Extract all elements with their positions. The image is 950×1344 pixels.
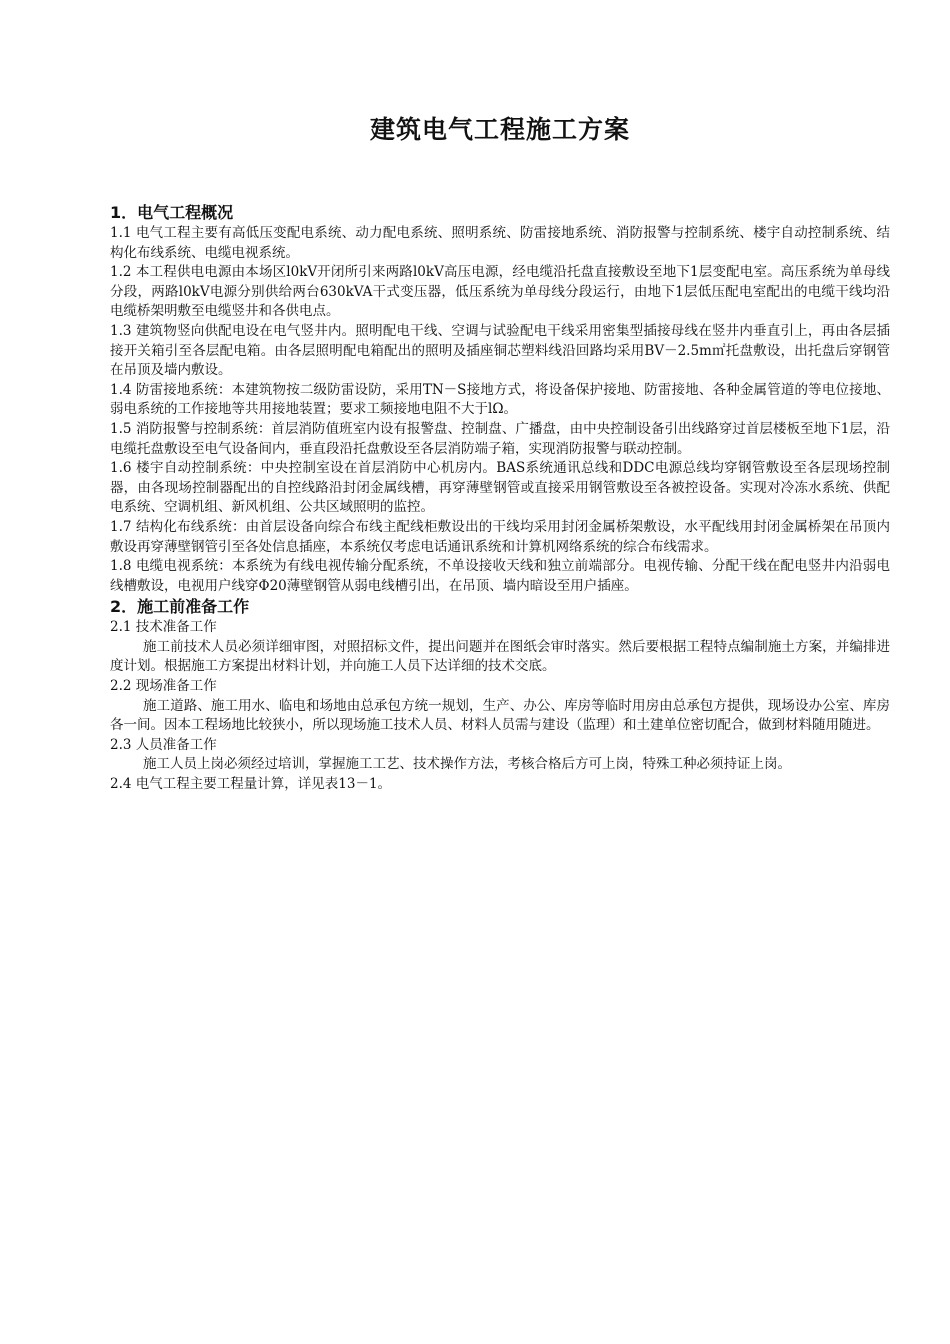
paragraph-1-1: 1.1 电气工程主要有高低压变配电系统、动力配电系统、照明系统、防雷接地系统、消防报警与控制系统、楼宇自动控制系统、结构化布线系统、电缆电视系统。 — [110, 225, 890, 261]
paragraph-1-5: 1.5 消防报警与控制系统：首层消防值班室内设有报警盘、控制盘、广播盘，由中央控制设备引出线路穿过首层楼板至地下1层，沿电缆托盘敷设至电气设备间内，垂直段沿托盘敷设至各层消防端子箱，实现消防报警与联动控制。 — [110, 420, 890, 457]
paragraph-1-3: 1.3 建筑物竖向供配电设在电气竖井内。照明配电干线、空调与试验配电干线采用密集型插接母线在竖井内垂直引上，再由各层插接开关箱引至各层配电箱。由各层照明配电箱配出的照明及插座铜芯塑料线沿回路均采用BV－2.5m㎡托盘敷设，出托盘后穿钢管在吊顶及墙内敷设。 — [110, 322, 890, 379]
paragraph-1-8: 1.8 电缆电视系统：本系统为有线电视传输分配系统，不单设接收天线和独立前端部分。电视传输、分配干线在配电竖井内沿弱电线槽敷设，电视用户线穿Φ20薄壁钢管从弱电线槽引出，在吊顶、墙内暗设至用户插座。 — [110, 558, 890, 594]
section-heading-overview: 1．电气工程概况 — [110, 203, 234, 222]
section-heading-preparation: 2．施工前准备工作 — [110, 597, 250, 617]
subheading-2-1: 2.1 技术准备工作 — [110, 619, 217, 636]
paragraph-1-4: 1.4 防雷接地系统：本建筑物按二级防雷设防，采用TN－S接地方式，将设备保护接地、防雷接地、各种金属管道的等电位接地、弱电系统的工作接地等共用接地装置；要求工频接地电阻不大于lΩ。 — [110, 381, 890, 418]
paragraph-1-6: 1.6 楼宇自动控制系统：中央控制室设在首层消防中心机房内。BAS系统通讯总线和DDC电源总线均穿钢管敷设至各层现场控制器，由各现场控制器配出的自控线路沿封闭金属线槽，再穿薄壁钢管或直接采用钢管敷设至各被控设备。实现对冷冻水系统、供配电系统、空调机组、新风机组、公共区域照明的监控。 — [110, 460, 890, 516]
paragraph-1-7: 1.7 结构化布线系统：由首层设备向综合布线主配线柜敷设出的干线均采用封闭金属桥架敷设，水平配线用封闭金属桥架在吊顶内敷设再穿薄壁钢管引至各处信息插座，本系统仅考虑电话通讯系统和计算机网络系统的综合布线需求。 — [110, 518, 890, 555]
subheading-2-4: 2.4 电气工程主要工程量计算，详见表13－1。 — [110, 776, 392, 793]
document-title: 建筑电气工程施工方案 — [369, 115, 630, 144]
paragraph-2-2: 施工道路、施工用水、临电和场地由总承包方统一规划，生产、办公、库房等临时用房由总承包方提供，现场设办公室、库房各一间。因本工程场地比较狭小，所以现场施工技术人员、材料人员需与建设（监理）和土建单位密切配合，做到材料随用随进。 — [110, 697, 890, 734]
paragraph-2-3: 施工人员上岗必须经过培训，掌握施工工艺、技术操作方法，考核合格后方可上岗，特殊工种必须持证上岗。 — [143, 756, 791, 773]
paragraph-2-1: 施工前技术人员必须详细审图，对照招标文件，提出问题并在图纸会审时落实。然后要根据工程特点编制施土方案，并编排进度计划。根据施工方案提出材料计划，并向施工人员下达详细的技术交底。 — [110, 638, 890, 675]
document-body — [110, 202, 890, 795]
subheading-2-3: 2.3 人员准备工作 — [110, 736, 217, 753]
paragraph-1-2: 1.2 本工程供电电源由本场区l0kV开闭所引来两路l0kV高压电源，经电缆沿托盘直接敷设至地下1层变配电室。高压系统为单母线分段，两路l0kV电源分别供给两台630kVA干式变压器，低压系统为单母线分段运行，由地下1层低压配电室配出的电缆干线均沿电缆桥架明敷至电缆竖井和各供电点。 — [110, 264, 890, 320]
subheading-2-2: 2.2 现场准备工作 — [110, 678, 217, 695]
